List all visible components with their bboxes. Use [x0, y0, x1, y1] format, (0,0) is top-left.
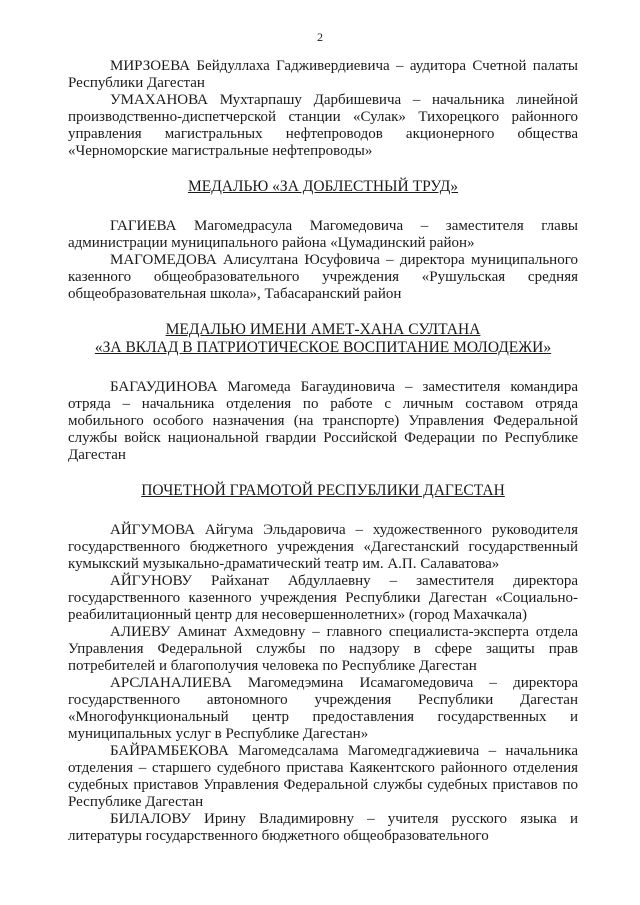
nominee-entry: ГАГИЕВА Магомедрасула Магомедовича – заместителя главы администрации муниципального района «Цумадинский район» — [68, 218, 578, 251]
nominee-entry: МАГОМЕДОВА Алисултана Юсуфовича – директора муниципального казенного общеобразовательного учреждения «Рушульская средняя общеобразовательная школа», Табасаранский район — [68, 252, 578, 302]
document-body — [68, 58, 578, 845]
award-heading — [68, 321, 578, 357]
nominee-entry: БАГАУДИНОВА Магомеда Багаудиновича – заместителя командира отряда – начальника отделения по работе с личным составом отряда мобильного особого назначения (на транспорте) Управления Федеральной службы войск национальной гвардии Российской Федерации по Республике Дагестан — [68, 379, 578, 463]
award-heading-line: ПОЧЕТНОЙ ГРАМОТОЙ РЕСПУБЛИКИ ДАГЕСТАН — [141, 482, 505, 499]
nominee-entry: АРСЛАНАЛИЕВА Магомедэмина Исамагомедовича – директора государственного автономного учреждения Республики Дагестан «Многофункциональный центр предоставления государственных и муниципальных услуг в Республике Дагестан» — [68, 675, 578, 742]
nominee-entry: БИЛАЛОВУ Ирину Владимировну – учителя русского языка и литературы государственного бюджетного общеобразовательного — [68, 811, 578, 844]
award-heading — [68, 482, 578, 500]
nominee-entry: АЙГУМОВА Айгума Эльдаровича – художественного руководителя государственного бюджетного учреждения «Дагестанский государственный кумыкский музыкально-драматический театр им. А.П. Салаватова» — [68, 522, 578, 572]
award-heading-line: МЕДАЛЬЮ ИМЕНИ АМЕТ-ХАНА СУЛТАНА — [165, 321, 481, 338]
page-number: 2 — [317, 30, 323, 44]
award-heading-line: МЕДАЛЬЮ «ЗА ДОБЛЕСТНЫЙ ТРУД» — [187, 178, 459, 195]
nominee-entry: АЙГУНОВУ Райханат Абдуллаевну – заместителя директора государственного казенного учреждения Республики Дагестан «Социально-реабилитационный центр для несовершеннолетних» (город Махачкала) — [68, 573, 578, 623]
award-heading — [68, 178, 578, 196]
nominee-entry: МИРЗОЕВА Бейдуллаха Гадживердиевича – аудитора Счетной палаты Республики Дагестан — [68, 58, 578, 91]
award-heading-line: «ЗА ВКЛАД В ПАТРИОТИЧЕСКОЕ ВОСПИТАНИЕ МОЛОДЕЖИ» — [94, 339, 552, 356]
nominee-entry: АЛИЕВУ Аминат Ахмедовну – главного специалиста-эксперта отдела Управления Федеральной службы по надзору в сфере защиты прав потребителей и благополучия человека по Республике Дагестан — [68, 624, 578, 674]
nominee-entry: УМАХАНОВА Мухтарпашу Дарбишевича – начальника линейной производственно-диспетчерской станции «Сулак» Тихорецкого районного управления магистральных нефтепроводов акционерного общества «Черноморские магистральные нефтепроводы» — [68, 92, 578, 159]
nominee-entry: БАЙРАМБЕКОВА Магомедсалама Магомедгаджиевича – начальника отделения – старшего судебного пристава Каякентского районного отделения судебных приставов Управления Федеральной службы судебных приставов по Республике Дагестан — [68, 743, 578, 810]
